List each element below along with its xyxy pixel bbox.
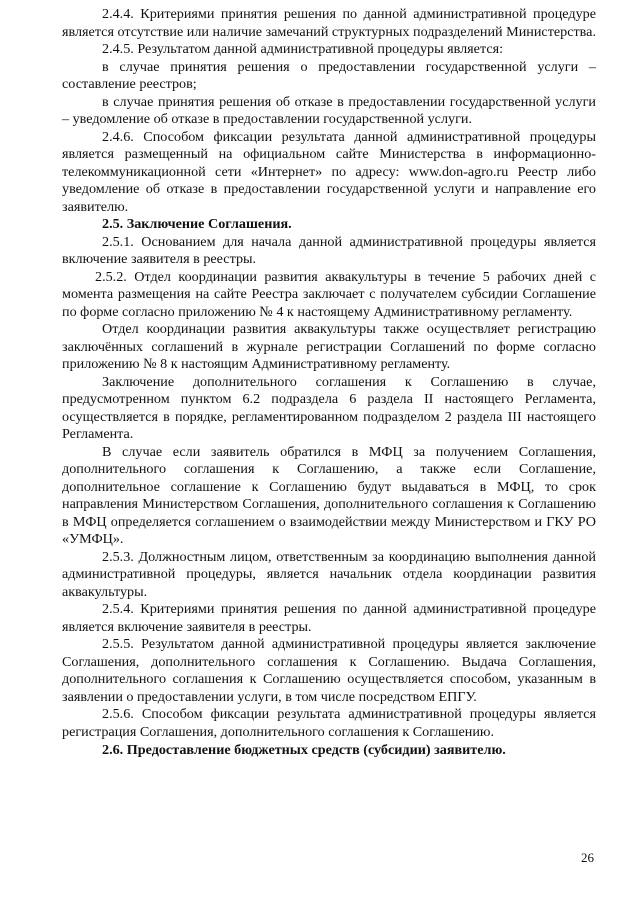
paragraph-2-5-5: 2.5.5. Результатом данной административной процедуры является заключение Соглашения, дополнительного соглашения к Соглашению. Выдача Соглашения, дополнительного соглашения к Соглашению осуществляется способом, указанным в заявлении о предоставлении услуги, в том числе посредством ЕПГУ. [62,636,596,705]
paragraph-2-5-6: 2.5.6. Способом фиксации результата административной процедуры является регистрация Соглашения, дополнительного соглашения к Соглашению. [62,706,596,740]
document-body [62,6,596,760]
paragraph-mfc: В случае если заявитель обратился в МФЦ за получением Соглашения, дополнительного соглашения к Соглашению, а также если Соглашение, дополнительное соглашение к Соглашению будут выдаваться в МФЦ, то срок направления Министерством Соглашения, дополнительного соглашения к Соглашению в МФЦ определяется соглашением о взаимодействии между Министерством и ГКУ РО «УМФЦ». [62,443,596,547]
section-heading-2-5: 2.5. Заключение Соглашения. [102,216,292,232]
paragraph-2-5-1: 2.5.1. Основанием для начала данной административной процедуры является включение заявителя в реестры. [62,233,596,267]
section-heading-2-6: 2.6. Предоставление бюджетных средств (субсидии) заявителю. [102,742,506,758]
paragraph-2-4-5-case-refusal: в случае принятия решения об отказе в предоставлении государственной услуги – уведомление об отказе в предоставлении государственной услуги. [62,93,596,127]
paragraph-2-5-4: 2.5.4. Критериями принятия решения по данной административной процедуре является включение заявителя в реестры. [62,601,596,635]
paragraph-2-5-2: 2.5.2. Отдел координации развития аквакультуры в течение 5 рабочих дней с момента размещения на сайте Реестра заключает с получателем субсидии Соглашение по форме согласно приложению № 4 к настоящему Административному регламенту. [62,268,596,320]
paragraph-2-4-4: 2.4.4. Критериями принятия решения по данной административной процедуре является отсутствие или наличие замечаний структурных подразделений Министерства. [62,6,596,40]
page-number: 26 [581,850,594,865]
paragraph-registration: Отдел координации развития аквакультуры также осуществляет регистрацию заключённых соглашений в журнале регистрации Соглашений по форме согласно приложению № 8 к настоящим Административному регламенту. [62,321,596,372]
paragraph-additional-agreement: Заключение дополнительного соглашения к Соглашению в случае, предусмотренном пунктом 6.2 подраздела 6 раздела II настоящего Регламента, осуществляется в порядке, регламентированном подразделом 2 раздела III настоящего Регламента. [62,373,596,442]
paragraph-2-5-3: 2.5.3. Должностным лицом, ответственным за координацию выполнения данной административной процедуры, является начальник отдела координации развития аквакультуры. [62,548,596,600]
paragraph-2-4-5-case-grant: в случае принятия решения о предоставлении государственной услуги – составление реестров; [62,58,596,92]
paragraph-2-4-6: 2.4.6. Способом фиксации результата данной административной процедуры является размещенный на официальном сайте Министерства в информационно-телекоммуникационной сети «Интернет» по адресу: www.don-agro.ru Реестр либо уведомление об отказе в предоставлении государственной услуги и направление его заявителю. [62,128,596,215]
paragraph-2-4-5: 2.4.5. Результатом данной административной процедуры является: [102,41,504,57]
